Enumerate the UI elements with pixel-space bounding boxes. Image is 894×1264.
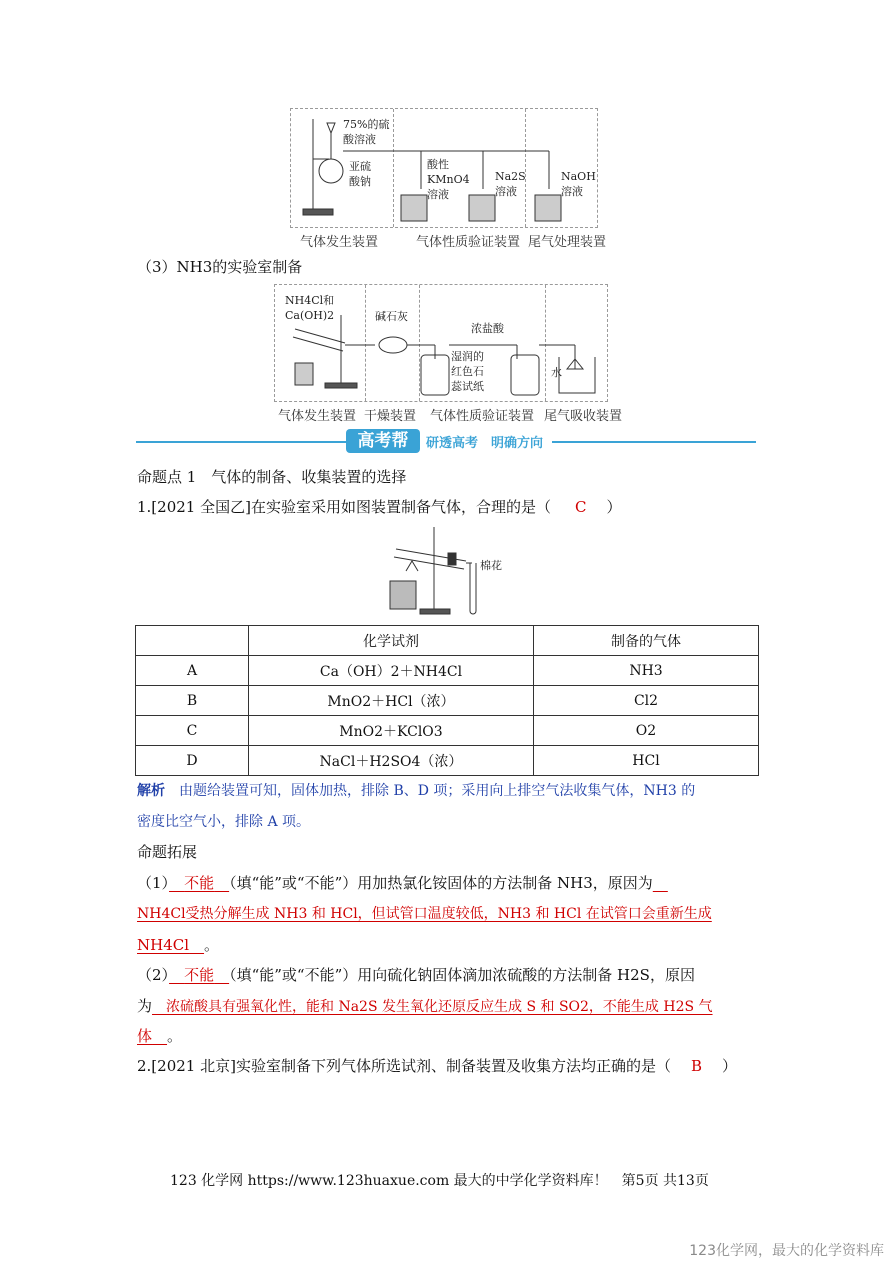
ext2-reason-1: 浓硫酸具有强氧化性，能和 Na2S 发生氧化还原反应生成 S 和 SO2，不能生成 H2S 气 [166,999,713,1015]
fig2-label: 水 [551,366,562,379]
table-cell: HCl [534,746,759,776]
fig1-label: 溶液 [561,185,583,198]
table-cell: NaCl＋H2SO4（浓） [249,746,534,776]
question-1-close: ） [606,498,622,516]
table-cell: B [136,686,249,716]
ext2-reason-2: 体 [137,1027,153,1045]
extend-heading: 命题拓展 [137,843,198,861]
table-cell: Cl2 [534,686,759,716]
reagent-table [135,625,759,776]
fig2-label: 碱石灰 [375,310,408,323]
question-2-stem: 2.[2021 北京]实验室制备下列气体所选试剂、制备装置及收集方法均正确的是（ [137,1057,671,1075]
ext1-line-1 [137,872,668,893]
fig2-caption: 尾气吸收装置 [544,409,623,424]
cotton-label: 棉花 [480,559,502,572]
fig1-label: KMnO4 [427,173,470,186]
fig1-caption: 气体性质验证装置 [416,235,521,250]
question-1-answer: C [574,498,587,516]
ext2-answer: 不能 [184,966,215,984]
banner-slogan: 研透高考 明确方向 [426,436,544,451]
banner-line-right [552,441,756,443]
fig2-caption: 干燥装置 [364,409,417,424]
fig2-label: NH4Cl和 [285,294,335,307]
analysis-label: 解析 [137,783,165,799]
table-header [136,626,249,656]
fig2-label: 红色石 [451,365,484,378]
table-row [136,746,759,776]
ext1-stem: （填“能”或“不能”）用加热氯化铵固体的方法制备 NH3，原因为 [229,874,653,892]
analysis-line-1 [137,780,695,800]
table-cell: MnO2＋KClO3 [249,716,534,746]
ext1-reason-1: NH4Cl受热分解生成 NH3 和 HCl，但试管口温度较低，NH3 和 HCl 在试管口会重新生成 [137,906,712,922]
table-header: 制备的气体 [534,626,759,656]
fig1-label: 亚硫 [349,160,371,173]
banner-line-left [136,441,346,443]
fig2-label: 蕊试纸 [451,380,484,393]
fig1-caption: 尾气处理装置 [528,235,607,250]
ext2-line-2: 为 浓硫酸具有强氧化性，能和 Na2S 发生氧化还原反应生成 S 和 SO2，不能生成 H2S 气 [137,997,713,1015]
so2-apparatus-figure [290,108,598,228]
ext1-prefix: （1） [137,874,170,892]
fig1-caption: 气体发生装置 [300,235,379,250]
page-footer: 123 化学网 https://www.123huaxue.com 最大的中学化学资料库！ 第5页 共13页 [170,1173,709,1189]
table-cell: MnO2＋HCl（浓） [249,686,534,716]
question-1-stem: 1.[2021 全国乙]在实验室采用如图装置制备气体，合理的是（ [137,498,551,516]
table-row [136,716,759,746]
fig1-label: NaOH [561,170,596,183]
question-1 [137,496,621,517]
fig1-label: 酸钠 [349,175,371,188]
fig2-label: 浓盐酸 [471,322,504,335]
table-cell: NH3 [534,656,759,686]
analysis-text: 由题给装置可知，固体加热，排除 B、D 项；采用向上排空气法收集气体，NH3 的 [179,783,696,799]
question-2-close: ） [722,1057,738,1075]
ext1-answer: 不能 [184,874,215,892]
watermark: 123化学网，最大的化学资料库 [689,1243,884,1259]
fig1-label: 75%的硫 [343,118,390,131]
ext1-reason-2: NH4Cl [137,936,190,954]
table-cell: Ca（OH）2＋NH4Cl [249,656,534,686]
fig1-label: 酸性 [427,158,449,171]
ext2-line-1 [137,964,695,985]
table-header-row [136,626,759,656]
ext2-line-3: 体 。 [137,1027,183,1045]
fig2-caption: 气体发生装置 [278,409,357,424]
fig2-label: Ca(OH)2 [285,309,335,322]
point-heading: 命题点 1 气体的制备、收集装置的选择 [137,468,407,486]
ext1-line-3: NH4Cl 。 [137,936,220,954]
fig1-label: Na2S [495,170,526,183]
fig1-label: 溶液 [495,185,517,198]
table-cell: D [136,746,249,776]
banner-title: 高考帮 [346,429,420,453]
question-2-answer: B [690,1057,702,1075]
ext2-prefix: （2） [137,966,170,984]
table-header: 化学试剂 [249,626,534,656]
question-2 [137,1055,737,1076]
table-cell: C [136,716,249,746]
fig2-label: 湿润的 [451,350,484,363]
section-3-heading: （3）NH3的实验室制备 [137,258,303,276]
table-row [136,686,759,716]
table-row [136,656,759,686]
fig1-label: 溶液 [427,188,449,201]
ext2-stem: （填“能”或“不能”）用向硫化钠固体滴加浓硫酸的方法制备 H2S，原因 [229,966,695,984]
table-cell: O2 [534,716,759,746]
fig1-label: 酸溶液 [343,133,376,146]
table-cell: A [136,656,249,686]
fig2-caption: 气体性质验证装置 [430,409,535,424]
analysis-line-2: 密度比空气小，排除 A 项。 [137,814,311,830]
nh3-apparatus-figure [274,284,608,402]
